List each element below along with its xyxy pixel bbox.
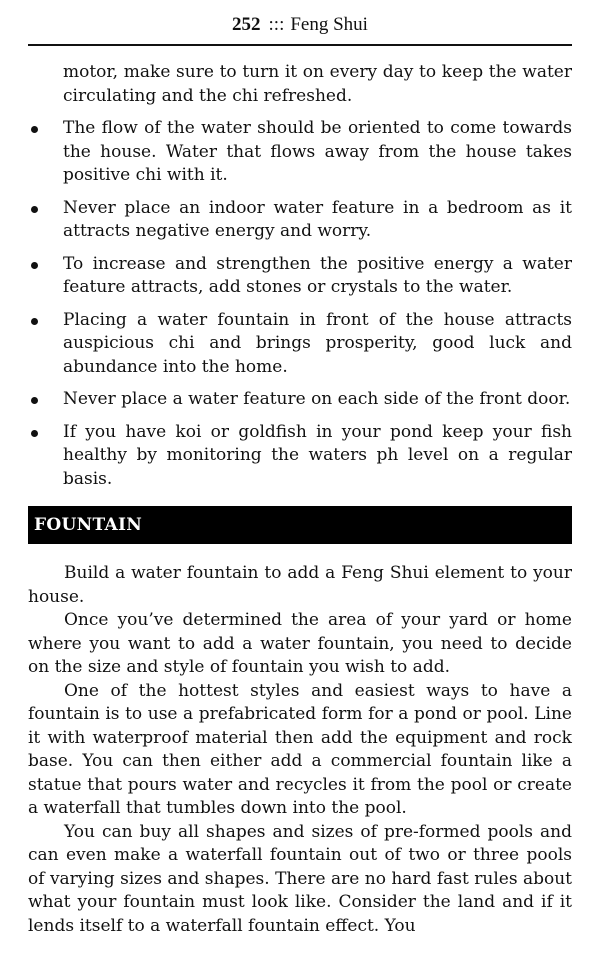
bullet-icon bbox=[31, 262, 38, 269]
bullet-icon bbox=[31, 397, 38, 404]
body-paragraph: Build a water fountain to add a Feng Shui element to your house. bbox=[28, 563, 572, 607]
bullet-item bbox=[28, 421, 572, 492]
bullet-item bbox=[28, 197, 572, 244]
bullet-item bbox=[28, 253, 572, 300]
bullet-item bbox=[28, 117, 572, 188]
bullet-text: Placing a water fountain in front of the house attracts auspicious chi and brings prosperity, good luck and abundance into the home. bbox=[63, 309, 572, 377]
running-header bbox=[28, 14, 572, 36]
body-paragraph: Once you’ve determined the area of your yard or home where you want to add a water fountain, you need to decide on the size and style of fountain you wish to add. bbox=[28, 610, 572, 677]
body-paragraph: One of the hottest styles and easiest ways to have a fountain is to use a prefabricated form for a pond or pool. Line it with waterproof material then add the equipment and rock base. You can then either add a commercial fountain like a statue that pours water and recycles it from the pool or create a waterfall that tumbles down into the pool. bbox=[28, 680, 572, 818]
bullet-icon bbox=[31, 126, 38, 133]
page-number: 252 bbox=[232, 14, 261, 35]
bullet-item bbox=[28, 388, 572, 412]
bullet-icon bbox=[31, 430, 38, 437]
bullet-text: Never place a water feature on each side of the front door. bbox=[63, 389, 571, 409]
header-separator: ::: bbox=[268, 14, 285, 35]
page-content bbox=[28, 61, 572, 938]
section-heading: FOUNTAIN bbox=[28, 506, 572, 544]
bullet-text: If you have koi or goldfish in your pond keep your fish healthy by monitoring the waters ph level on a regular basis. bbox=[63, 421, 572, 489]
continuation-text: motor, make sure to turn it on every day to keep the water circulating and the chi refreshed. bbox=[63, 62, 572, 106]
bullet-text: The flow of the water should be oriented to come towards the house. Water that flows away from the house takes positive chi with it. bbox=[63, 118, 572, 185]
bullet-text: To increase and strengthen the positive energy a water feature attracts, add stones or crystals to the water. bbox=[63, 253, 572, 297]
header-rule bbox=[28, 44, 572, 46]
bullet-icon bbox=[31, 318, 38, 325]
bullet-list bbox=[28, 117, 572, 491]
bullet-item bbox=[28, 309, 572, 380]
bullet-icon bbox=[31, 206, 38, 213]
book-title: Feng Shui bbox=[290, 14, 368, 35]
bullet-text: Never place an indoor water feature in a bedroom as it attracts negative energy and worry. bbox=[63, 197, 572, 241]
body-paragraph: You can buy all shapes and sizes of pre-formed pools and can even make a waterfall fountain out of two or three pools of varying sizes and shapes. There are no hard fast rules about what your fountain must look like. Consider the land and if it lends itself to a waterfall fountain effect. You bbox=[28, 821, 572, 936]
